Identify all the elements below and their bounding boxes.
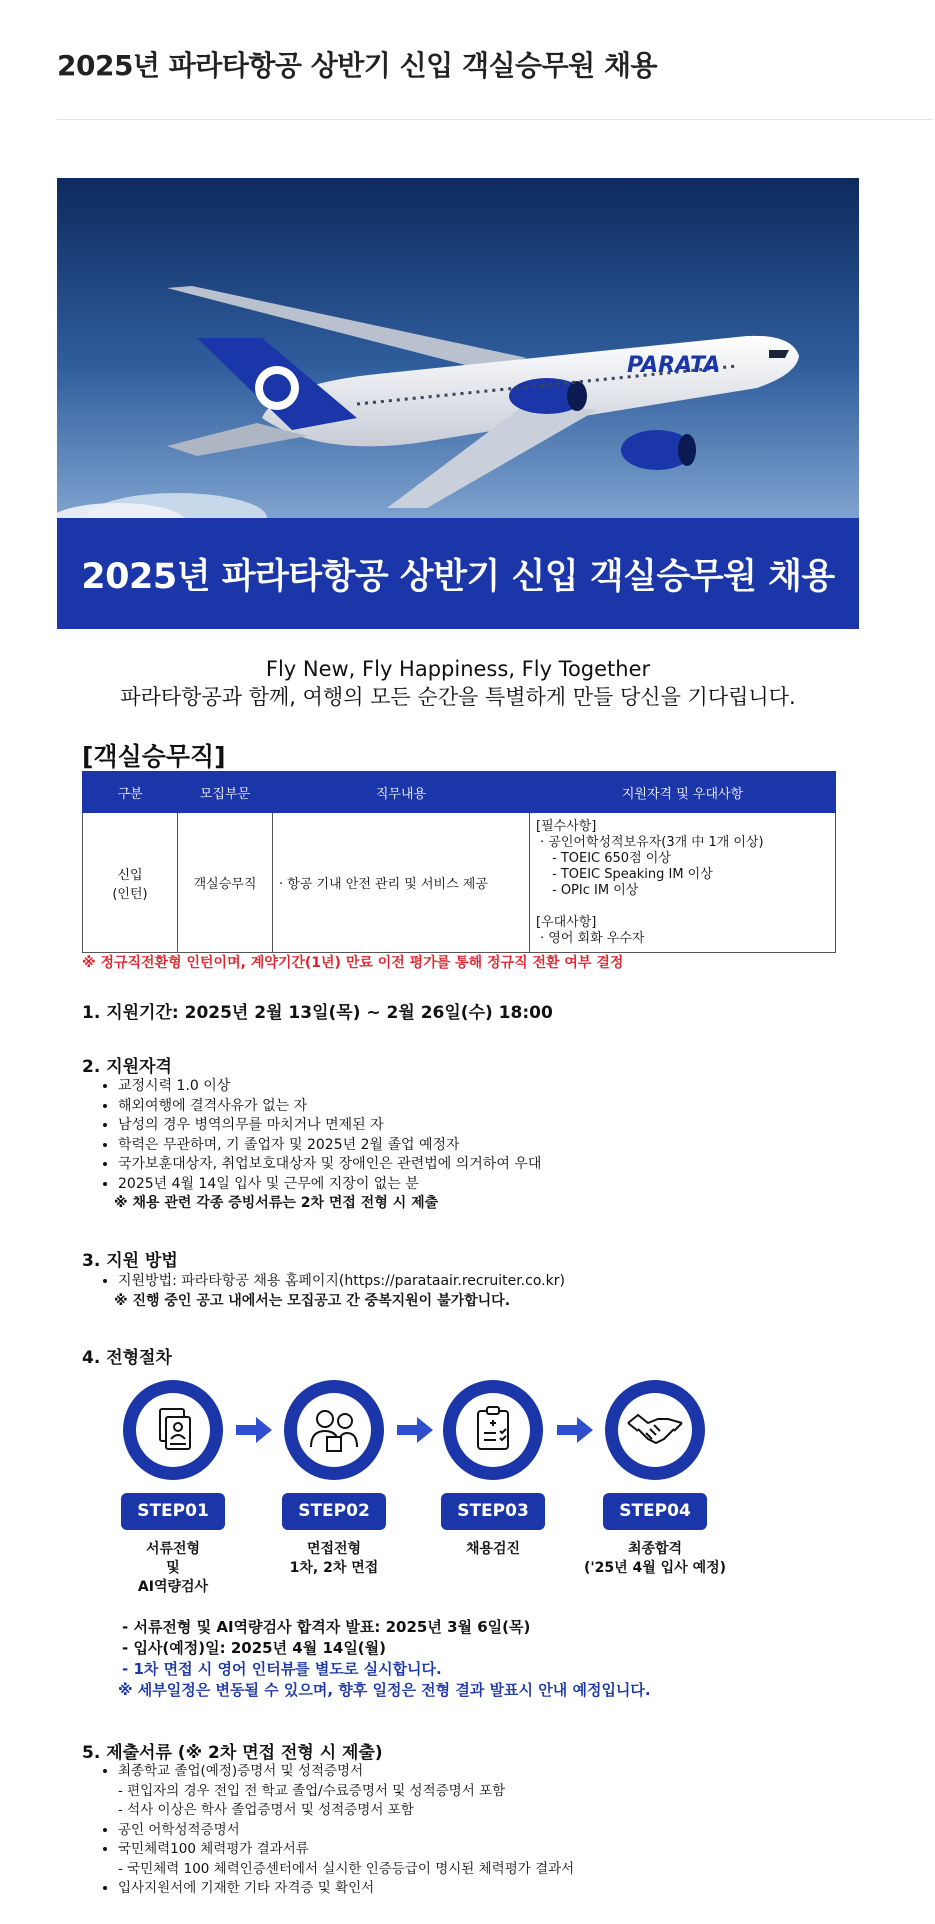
airline-livery-text: PARATA	[627, 353, 721, 378]
header-type: 구분	[83, 772, 178, 813]
method-note: ※ 진행 중인 공고 내에서는 모집공고 간 중복지원이 불가합니다.	[114, 1292, 511, 1309]
req-item: - OPIc IM 이상	[552, 882, 639, 898]
step-label: 면접전형 1차, 2차 면접	[289, 1541, 379, 1576]
schedule-change-note: ※ 세부일정은 변동될 수 있으며, 향후 일정은 전형 결과 발표시 안내 예정입니다.	[118, 1681, 651, 1699]
pref-item: · 영어 회화 우수자	[540, 930, 645, 946]
step-3	[438, 1380, 548, 1559]
slogan-line-1: Fly New, Fly Happiness, Fly Together	[265, 657, 651, 681]
documents-heading: 5. 제출서류 (※ 2차 면접 전형 시 제출)	[82, 1743, 383, 1763]
list-item: • 지원방법: 파라타항공 채용 홈페이지(https://parataair.recruiter.co.kr)	[118, 1272, 565, 1292]
step-badge: STEP01	[121, 1493, 225, 1530]
document-icon	[136, 1393, 210, 1467]
page-title: 2025년 파라타항공 상반기 신입 객실승무원 채용	[57, 49, 658, 82]
list-item: • 공인 어학성적증명서	[118, 1821, 574, 1841]
req-item: - TOEIC Speaking IM 이상	[552, 866, 713, 882]
pref-title: [우대사항]	[536, 914, 597, 930]
type-line-1: 신입	[117, 867, 143, 883]
table-row	[83, 813, 836, 953]
method-list	[82, 1272, 565, 1311]
hero-banner	[57, 518, 859, 629]
schedule-line: - 입사(예정)일: 2025년 4월 14일(월)	[122, 1639, 387, 1657]
list-item: • 교정시력 1.0 이상	[118, 1077, 541, 1097]
hero-banner-title: 2025년 파라타항공 상반기 신입 객실승무원 채용	[81, 556, 835, 597]
period-heading: 1. 지원기간: 2025년 2월 13일(목) ~ 2월 26일(수) 18:00	[82, 1003, 553, 1023]
step-badge: STEP03	[441, 1493, 545, 1530]
qualification-note: ※ 채용 관련 각종 증빙서류는 2차 면접 전형 시 제출	[114, 1195, 439, 1211]
qualification-list	[82, 1077, 541, 1214]
handshake-icon	[618, 1393, 692, 1467]
req-item: - TOEIC 650점 이상	[552, 850, 671, 866]
process-heading: 4. 전형절차	[82, 1348, 172, 1368]
step-label: 서류전형 및 AI역량검사	[137, 1541, 209, 1595]
list-item: • 2025년 4월 14일 입사 및 근무에 지장이 없는 분	[118, 1175, 541, 1195]
medical-clipboard-icon	[456, 1393, 530, 1467]
title-divider	[57, 119, 933, 120]
list-item: • 최종학교 졸업(예정)증명서 및 성적증명서 - 편입자의 경우 전입 전 학교 졸업/수료증명서 및 성적증명서 포함 - 석사 이상은 학사 졸업증명서 및 성적증명서 포함	[118, 1762, 574, 1821]
list-item: • 학력은 무관하며, 기 졸업자 및 2025년 2월 졸업 예정자	[118, 1136, 541, 1156]
section-title: [객실승무직]	[82, 742, 226, 771]
type-line-2: (인턴)	[112, 886, 148, 902]
cell-type	[83, 813, 178, 953]
step-label: 최종합격 ('25년 4월 입사 예정)	[583, 1541, 727, 1576]
step-badge: STEP04	[603, 1493, 707, 1530]
header-requirements: 지원자격 및 우대사항	[530, 772, 836, 813]
list-item: • 국가보훈대상자, 취업보호대상자 및 장애인은 관련법에 의거하여 우대	[118, 1155, 541, 1175]
process-schedule	[118, 1617, 651, 1701]
list-item: • 해외여행에 결격사유가 없는 자	[118, 1097, 541, 1117]
step-1	[118, 1380, 228, 1597]
qualification-heading: 2. 지원자격	[82, 1057, 172, 1077]
arrow-right-icon	[395, 1415, 435, 1445]
airplane-illustration	[57, 178, 859, 518]
slogan-line-2: 파라타항공과 함께, 여행의 모든 순간을 특별하게 만들 당신을 기다립니다.	[120, 685, 796, 709]
cell-duty: · 항공 기내 안전 관리 및 서비스 제공	[273, 813, 530, 953]
hero-image	[57, 178, 859, 629]
arrow-right-icon	[234, 1415, 274, 1445]
header-duty: 직무내용	[273, 772, 530, 813]
list-item: • 입사지원서에 기재한 기타 자격증 및 확인서	[118, 1879, 574, 1899]
list-item: • 남성의 경우 병역의무를 마치거나 면제된 자	[118, 1116, 541, 1136]
job-table	[82, 771, 836, 953]
slogan	[57, 655, 859, 711]
header-dept: 모집부문	[178, 772, 273, 813]
documents-list	[82, 1762, 574, 1899]
method-heading: 3. 지원 방법	[82, 1251, 178, 1271]
interview-icon	[297, 1393, 371, 1467]
table-header-row	[83, 772, 836, 813]
cell-requirements	[530, 813, 836, 953]
schedule-english-note: - 1차 면접 시 영어 인터뷰를 별도로 실시합니다.	[122, 1660, 442, 1678]
cell-dept: 객실승무직	[178, 813, 273, 953]
intern-note: ※ 정규직전환형 인턴이며, 계약기간(1년) 만료 이전 평가를 통해 정규직 전환 여부 결정	[82, 955, 624, 971]
step-4	[583, 1380, 727, 1578]
schedule-line: - 서류전형 및 AI역량검사 합격자 발표: 2025년 3월 6일(목)	[122, 1618, 531, 1636]
process-steps	[118, 1380, 758, 1595]
req-item: · 공인어학성적보유자(3개 中 1개 이상)	[540, 834, 764, 850]
req-title: [필수사항]	[536, 818, 597, 834]
step-badge: STEP02	[282, 1493, 386, 1530]
list-item: • 국민체력100 체력평가 결과서류 - 국민체력 100 체력인증센터에서 실시한 인증등급이 명시된 체력평가 결과서	[118, 1840, 574, 1879]
step-label: 채용검진	[465, 1541, 521, 1557]
step-2	[279, 1380, 389, 1578]
arrow-right-icon	[555, 1415, 595, 1445]
